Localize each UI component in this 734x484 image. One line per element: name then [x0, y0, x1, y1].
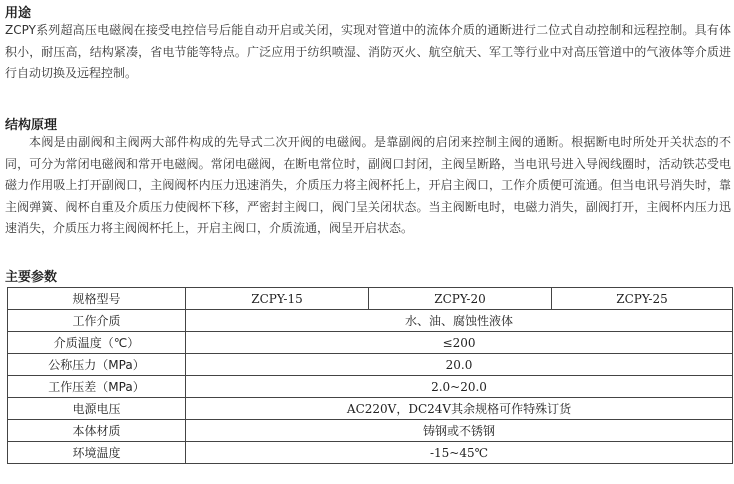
principle-paragraph: 本阀是由副阀和主阀两大部件构成的先导式二次开阀的电磁阀。是靠副阀的启闭来控制主阀的通断。根据断电时所处开关状态的不同，可分为常闭电磁阀和常开电磁阀。常闭电磁阀，在断电常位时，副阀口封闭，主阀呈断路，当电讯号进入导阀线圈时，活动铁芯受电磁力作用吸上打开副阀口，主阀阀杯内压力迅速消失，介质压力将主阀杯托上，开启主阀口，工作介质便可流通。但当电讯号消失时，靠主阀弹簧、阀杯自重及介质压力使阀杯下移，严密封主阀口，阀门呈关闭状态。当主阀断电时，电磁力消失，副阀打开，主阀杯内压力迅速消失，介质压力将主阀阀杯托上，开启主阀口，介质流通，阀呈开启状态。 [5, 135, 731, 235]
row-value: ≤200 [186, 332, 733, 354]
table-row [8, 420, 733, 442]
row-label: 环境温度 [8, 442, 186, 464]
table-row [8, 442, 733, 464]
model-zcpy-20: ZCPY-20 [369, 288, 552, 310]
row-label: 介质温度（℃） [8, 332, 186, 354]
row-value: -15~45℃ [186, 442, 733, 464]
parameter-table [7, 287, 733, 464]
spec-model-label: 规格型号 [8, 288, 186, 310]
params-heading: 主要参数 [5, 270, 58, 285]
usage-heading: 用途 [5, 6, 32, 21]
table-row [8, 354, 733, 376]
row-label: 本体材质 [8, 420, 186, 442]
row-label: 工作介质 [8, 310, 186, 332]
row-label: 工作压差（MPa） [8, 376, 186, 398]
row-label: 公称压力（MPa） [8, 354, 186, 376]
row-value: AC220V，DC24V其余规格可作特殊订货 [186, 398, 733, 420]
table-row [8, 398, 733, 420]
row-value: 水、油、腐蚀性液体 [186, 310, 733, 332]
model-zcpy-15: ZCPY-15 [186, 288, 369, 310]
model-zcpy-25: ZCPY-25 [552, 288, 733, 310]
table-header-row [8, 288, 733, 310]
table-row [8, 310, 733, 332]
row-value: 2.0~20.0 [186, 376, 733, 398]
table-row [8, 376, 733, 398]
row-value: 铸钢或不锈钢 [186, 420, 733, 442]
usage-paragraph: ZCPY系列超高压电磁阀在接受电控信号后能自动开启或关闭，实现对管道中的流体介质的通断进行二位式自动控制和远程控制。具有体积小，耐压高，结构紧凑，省电节能等特点。广泛应用于纺织喷湿、消防灭火、航空航天、军工等行业中对高压管道中的气液体等介质进行自动切换及远程控制。 [5, 23, 731, 80]
principle-heading: 结构原理 [5, 118, 58, 133]
table-row [8, 332, 733, 354]
row-value: 20.0 [186, 354, 733, 376]
row-label: 电源电压 [8, 398, 186, 420]
